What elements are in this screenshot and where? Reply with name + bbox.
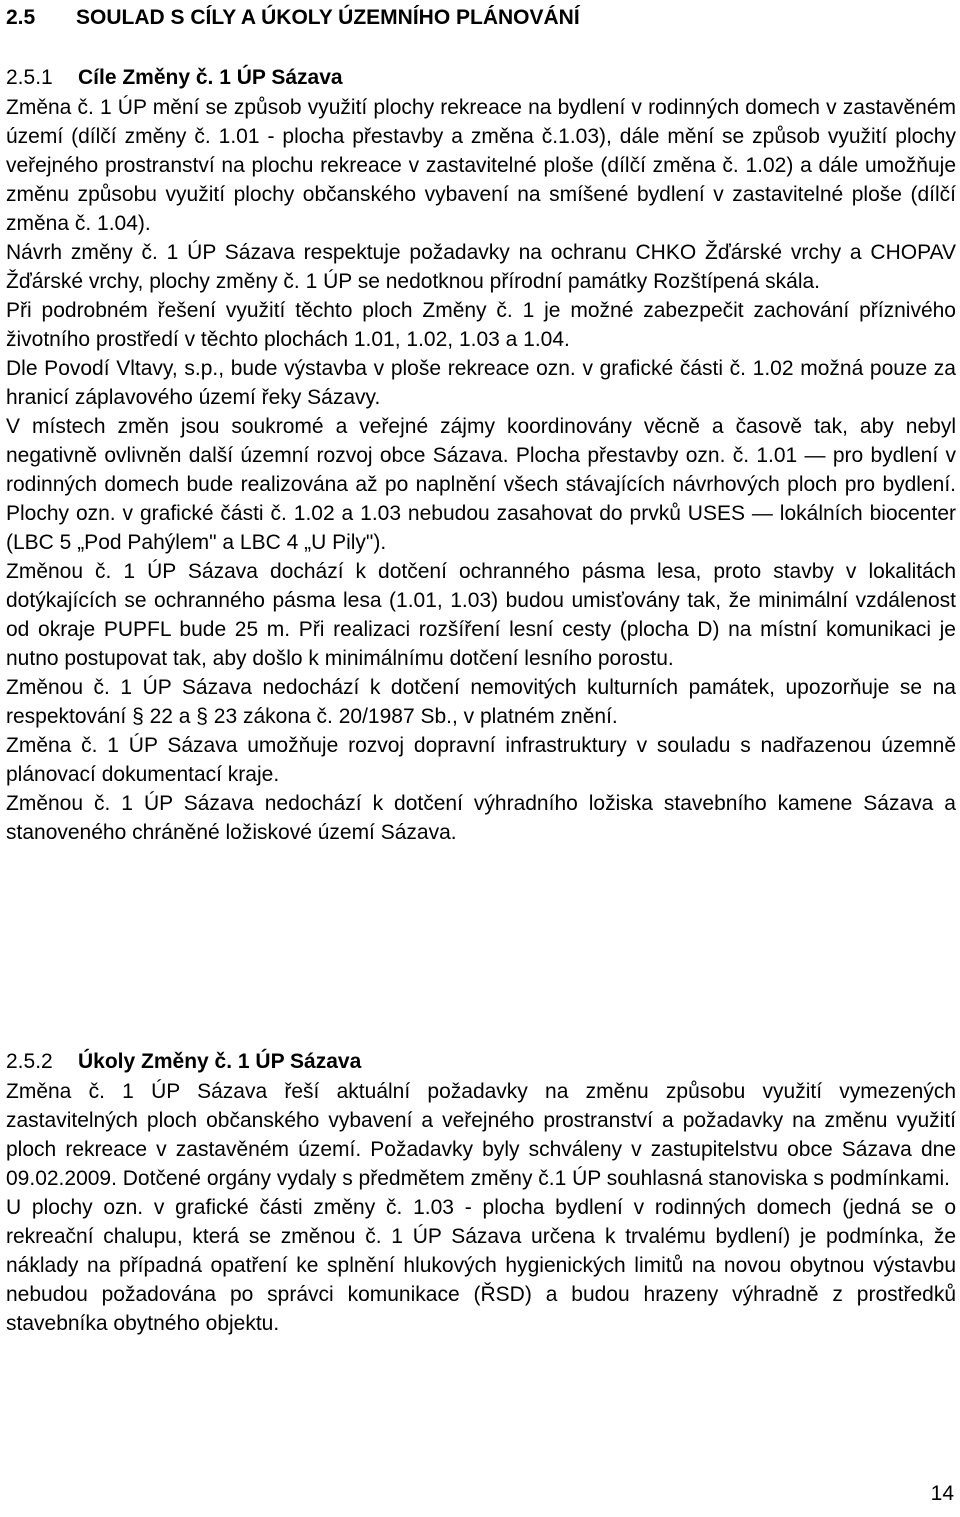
chapter-heading [6, 6, 580, 30]
paragraph: Změna č. 1 ÚP mění se způsob využití plochy rekreace na bydlení v rodinných domech v zastavěném území (dílčí změny č. 1.01 - plocha přestavby a změna č.1.03), dále mění se způsob využití plochy veřejného prostranství na plochu rekreace v zastavitelné ploše (dílčí změna č. 1.02) a dále umožňuje změnu způsobu využití plochy občanského vybavení na smíšené bydlení v zastavitelné ploše (dílčí změna č. 1.04). [6, 96, 956, 235]
section-title: Cíle Změny č. 1 ÚP Sázava [78, 66, 343, 89]
section-number: 2.5.1 [6, 66, 53, 89]
page-number: 14 [930, 1482, 954, 1505]
paragraph: Změna č. 1 ÚP Sázava řeší aktuální požadavky na změnu způsobu využití vymezených zastavitelných ploch občanského vybavení a veřejného prostranství a požadavky na změnu využití ploch rekreace v zastavěném území. Požadavky byly schváleny v zastupitelstvu obce Sázava dne 09.02.2009. Dotčené orgány vydaly s předmětem změny č.1 ÚP souhlasná stanoviska s podmínkami. [6, 1080, 956, 1190]
paragraph: U plochy ozn. v grafické části změny č. 1.03 - plocha bydlení v rodinných domech (jedná se o rekreační chalupu, která se změnou č. 1 ÚP Sázava určena k trvalému bydlení) je podmínka, že náklady na případná opatření ke splnění hlukových hygienických limitů na novou obytnou výstavbu nebudou požadována po správci komunikace (ŘSD) a budou hrazeny výhradně z prostředků stavebníka obytného objektu. [6, 1196, 956, 1335]
paragraph: V místech změn jsou soukromé a veřejné zájmy koordinovány věcně a časově tak, aby nebyl negativně ovlivněn další územní rozvoj obce Sázava. Plocha přestavby ozn. č. 1.01 — pro bydlení v rodinných domech bude realizována až po naplnění všech stávajících návrhových ploch pro bydlení. Plochy ozn. v grafické části č. 1.02 a 1.03 nebudou zasahovat do prvků USES — lokálních biocenter (LBC 5 „Pod Pahýlem" a LBC 4 „U Pily"). [6, 415, 956, 554]
section-body-tasks [6, 1077, 956, 1338]
section-heading-goals [6, 66, 343, 90]
paragraph: Dle Povodí Vltavy, s.p., bude výstavba v ploše rekreace ozn. v grafické části č. 1.02 možná pouze za hranicí záplavového území řeky Sázavy. [6, 357, 956, 409]
chapter-number: 2.5 [6, 6, 36, 29]
section-body-goals [6, 93, 956, 847]
paragraph: Změnou č. 1 ÚP Sázava nedochází k dotčení nemovitých kulturních památek, upozorňuje se na respektování § 22 a § 23 zákona č. 20/1987 Sb., v platném znění. [6, 676, 956, 728]
section-number: 2.5.2 [6, 1050, 53, 1073]
paragraph: Návrh změny č. 1 ÚP Sázava respektuje požadavky na ochranu CHKO Žďárské vrchy a CHOPAV Žďárské vrchy, plochy změny č. 1 ÚP se nedotknou přírodní památky Rozštípená skála. [6, 241, 956, 293]
paragraph: Změnou č. 1 ÚP Sázava dochází k dotčení ochranného pásma lesa, proto stavby v lokalitách dotýkajících se ochranného pásma lesa (1.01, 1.03) budou umisťovány tak, že minimální vzdálenost od okraje PUPFL bude 25 m. Při realizaci rozšíření lesní cesty (plocha D) na místní komunikaci je nutno postupovat tak, aby došlo k minimálnímu dotčení lesního porostu. [6, 560, 956, 670]
paragraph: Při podrobném řešení využití těchto ploch Změny č. 1 je možné zabezpečit zachování příznivého životního prostředí v těchto plochách 1.01, 1.02, 1.03 a 1.04. [6, 299, 956, 351]
chapter-title: SOULAD S CÍLY A ÚKOLY ÚZEMNÍHO PLÁNOVÁNÍ [76, 6, 580, 29]
section-title: Úkoly Změny č. 1 ÚP Sázava [78, 1050, 362, 1073]
paragraph: Změna č. 1 ÚP Sázava umožňuje rozvoj dopravní infrastruktury v souladu s nadřazenou územně plánovací dokumentací kraje. [6, 734, 956, 786]
section-heading-tasks [6, 1050, 361, 1074]
paragraph: Změnou č. 1 ÚP Sázava nedochází k dotčení výhradního ložiska stavebního kamene Sázava a stanoveného chráněné ložiskové území Sázava. [6, 792, 956, 844]
